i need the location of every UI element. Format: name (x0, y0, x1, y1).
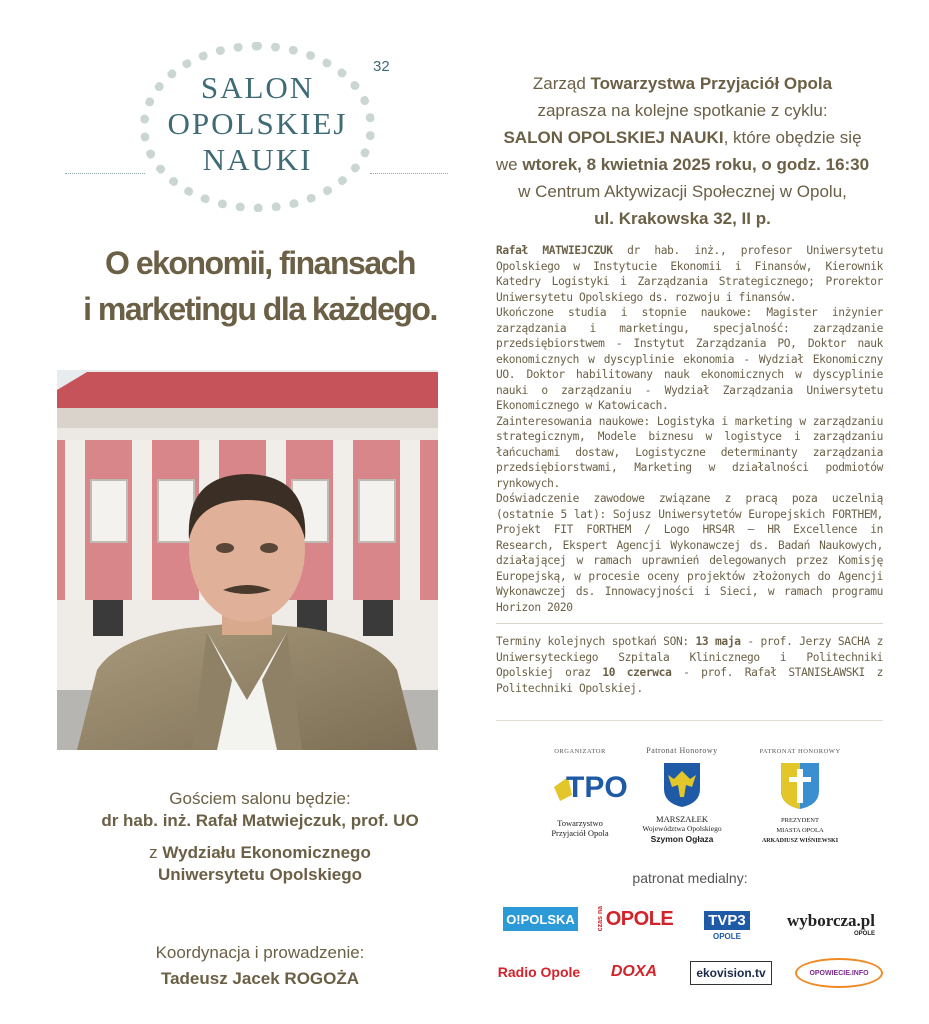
coordination-label: Koordynacja i prowadzenie: (155, 943, 365, 962)
issue-number: 32 (373, 58, 390, 75)
logo-divider-right (370, 173, 448, 174)
wyborcza-logo: wyborcza.pl OPOLE (787, 911, 875, 937)
radio-opole-logo: Radio Opole (497, 964, 581, 980)
next-meetings: Terminy kolejnych spotkań SON: 13 maja - prof. Jerzy SACHA z Uniwersyteckiego Szpitala Klinicznego i Politechniki Opolskiej oraz 10 czerwca - prof. Rafał STANISŁAWSKI z Politechniki Opolskiej. (496, 635, 884, 695)
guest-name: dr hab. inż. Rafał Matwiejczuk, prof. UO (101, 811, 419, 830)
guest-university: Uniwersytetu Opolskiego (157, 865, 363, 884)
event-address: ul. Krakowska 32, II p. (594, 209, 771, 228)
guest-label: Gościem salonu będzie: (169, 789, 351, 808)
opowiecie-logo: OPOWIECIE.INFO (795, 958, 883, 988)
bio-separator (496, 623, 883, 624)
event-date: wtorek, 8 kwietnia 2025 roku, o godz. 16:30 (522, 155, 870, 174)
media-patronage-label: patronat medialny: (632, 870, 748, 886)
voivodeship-coat-of-arms-icon (662, 761, 702, 809)
coordination (50, 940, 470, 992)
logo-title: SALON OPOLSKIEJ NAUKI (167, 70, 348, 177)
speaker-bio: Rafał MATWIEJCZUK dr hab. inż., profesor Uniwersytetu Opolskiego w Instytucie Ekonomii i Finansów, Kierownik Katedry Logistyki i Zarządzania Strategicznego; Prorektor Uniwersytetu Opolskiego ds. rozwoju i finansów. Ukończone studia i stopnie naukowe: Magister inżynier zarządzania i marketingu, specjalność: zarządzanie przedsiębiorstwem - Instytut Zarządzania PO, Doktor nauk ekonomicznych w dyscyplinie ekonomia - Wydział Ekonomiczny UO. Doktor habilitowany nauk ekonomicznych w dyscyplinie nauki o zarządzaniu - Wydział Zarządzania Uniwersytetu Ekonomicznego w Katowicach. Zainteresowania naukowe: Logistyka i marketing w zarządzaniu strategicznym, Modele biznesu w logistyce i zarządzaniu łańcuchami dostaw, Logistyczne determinanty zarządzania przedsiębiorstwami, Marketing w działalności podmiotów rynkowych. Doświadczenie zawodowe związane z pracą poza uczelnią (ostatnie 5 lat): Sojusz Uniwersytetów Europejskich FORTHEM, Projekt FIT FORTHEM / Logo HRS4R – HR Excellence in Research, Ekspert Agencji Wykonawczej ds. Badań Naukowych, działającej w ramach uprawnień delegowanych przez Komisję Europejską, w procesie oceny projektów złożonych do Agencji Wykonawczej ds. Innowacyjności i Sieci, w ramach programu Horizon 2020 Terminy kolejnych spotkań SON: 13 maja - prof. Jerzy SACHA z Uniwersyteckiego Szpitala Klinicznego i Politechniki Opolskiej oraz 10 czerwca - prof. Rafał STANISŁAWSKI z Politechniki Opolskiej. (496, 244, 884, 695)
svg-text:TPO: TPO (566, 771, 628, 804)
logo-divider-left (65, 173, 145, 174)
invitation-text: Zarząd Towarzystwa Przyjaciół Opola zaprasza na kolejne spotkanie z cyklu: SALON OPOLSKIEJ NAUKI, które obędzie się we wtorek, 8 kwietnia 2025 roku, o godz. 16:30 w Centrum Aktywizacji Społecznej w Opolu, ul. Krakowska 32, II p. (470, 70, 895, 232)
coordinator-name: Tadeusz Jacek ROGOŻA (160, 969, 360, 988)
ekovision-logo: ekovision.tv (690, 961, 772, 985)
speaker-photo-illustration (57, 370, 438, 750)
organizer-patron: ORGANIZATOR TPO Towarzystwo Przyjaciół Opola (551, 748, 628, 838)
salon-logo (140, 42, 375, 212)
section-divider (496, 720, 883, 721)
marshal-patron: Patronat Honorowy MARSZAŁEK Województwa Opolskiego Szymon Ogłaza (642, 746, 722, 844)
lecture-title: O ekonomii, finansach i marketingu dla każdego. (83, 245, 437, 327)
opolska-logo: O!POLSKA (503, 907, 578, 931)
doxa-logo: DOXA (610, 963, 658, 980)
guest-info: Gościem salonu będzie: dr hab. inż. Rafał Matwiejczuk, prof. UO z Wydziału Ekonomicznego Uniwersytetu Opolskiego (50, 788, 470, 886)
guest-faculty: Wydziału Ekonomicznego (162, 843, 371, 862)
speaker-photo (57, 370, 438, 750)
czas-na-opole-logo: czas na OPOLE (596, 906, 674, 932)
tvp3-opole-logo: TVP3 OPOLE (698, 906, 756, 946)
mayor-patron: PATRONAT HONOROWY PREZYDENT MIASTA OPOLA ARKADIUSZ WIŚNIEWSKI (759, 748, 841, 844)
opole-coat-of-arms-icon (779, 761, 821, 811)
